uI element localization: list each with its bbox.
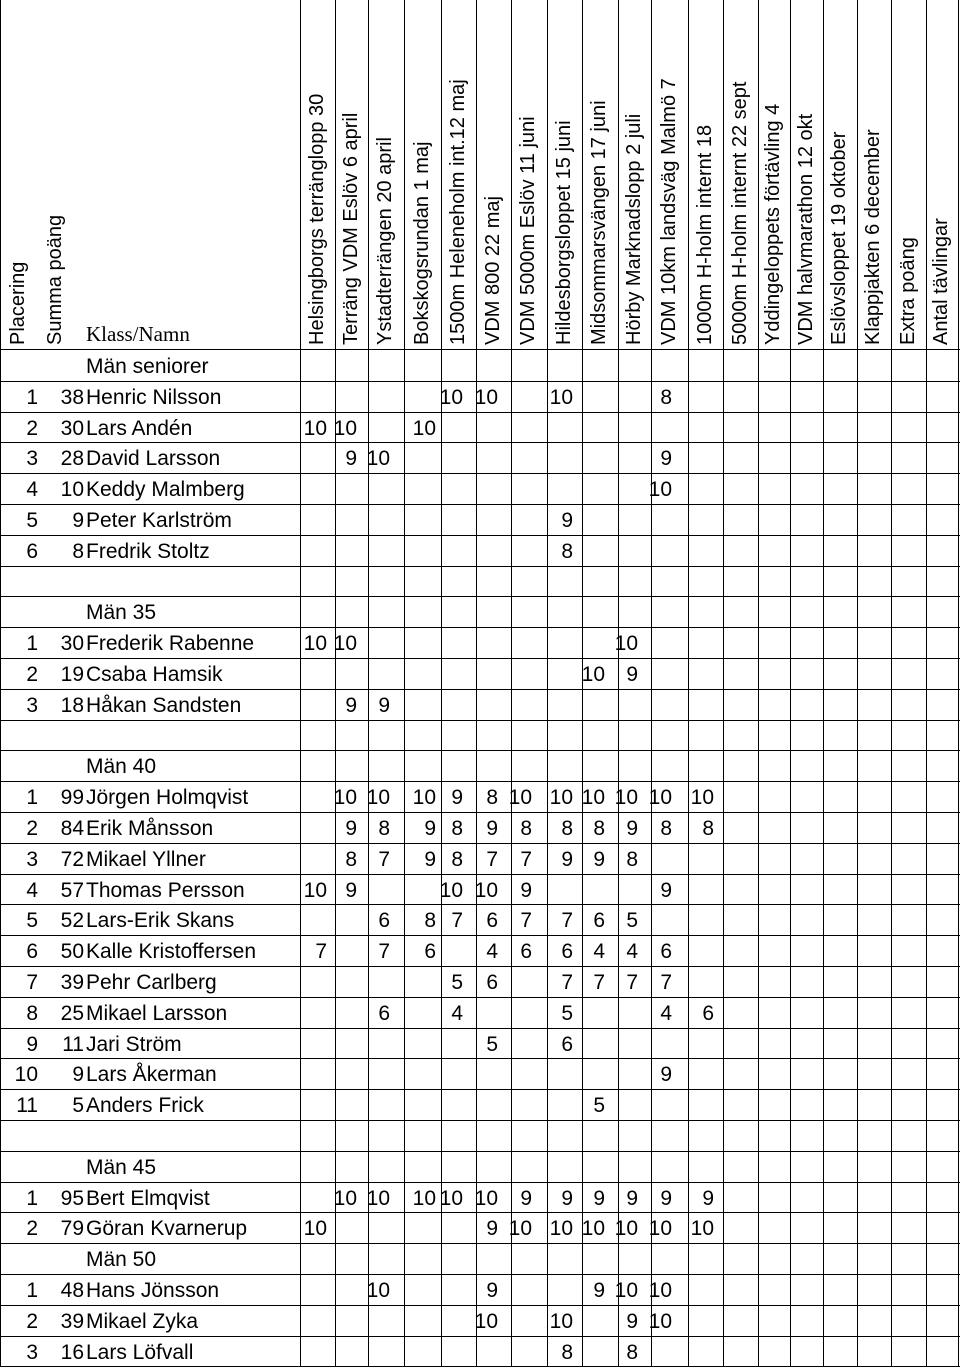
column-divider [926,0,927,1366]
score-cell: 9 [561,847,573,871]
column-divider [823,0,824,1366]
total-points: 9 [72,509,84,532]
row-divider [0,596,960,597]
athlete-name: Jörgen Holmqvist [86,786,249,810]
athlete-name: Keddy Malmberg [86,478,245,502]
header-competition: 1000m H-holm internt 18 [693,124,716,345]
score-cell: 8 [626,1340,638,1364]
score-cell: 9 [626,663,638,686]
score-cell: 6 [378,1001,390,1025]
placement: 2 [26,1309,38,1333]
column-divider [758,0,759,1366]
score-cell: 9 [660,1186,672,1210]
header-competition: VDM 800 22 maj [481,196,504,345]
column-divider [476,0,477,1366]
score-cell: 9 [593,847,605,871]
score-cell: 4 [593,940,605,964]
column-divider [547,0,548,1366]
column-divider [790,0,791,1366]
score-cell: 7 [520,909,532,933]
athlete-name: Peter Karlström [86,509,232,532]
header-placering: Placering [7,261,29,345]
row-divider [0,812,960,813]
score-cell: 8 [660,817,672,840]
score-cell: 9 [520,878,532,902]
placement: 1 [26,786,38,810]
score-cell: 10 [303,878,327,902]
header-competition: Hörby Marknadslopp 2 juli [622,113,645,345]
total-points: 5 [72,1094,84,1118]
score-cell: 10 [474,1186,498,1210]
placement: 3 [26,1340,38,1364]
total-points: 9 [72,1063,84,1087]
score-cell: 10 [412,1186,436,1210]
score-cell: 6 [486,971,498,994]
score-cell: 8 [626,847,638,871]
total-points: 18 [60,693,84,717]
row-divider [0,566,960,567]
total-points: 30 [60,416,84,440]
athlete-name: Fredrik Stoltz [86,539,210,563]
score-cell: 9 [345,817,357,840]
athlete-name: Erik Månsson [86,817,214,840]
score-cell: 9 [660,878,672,902]
header-competition: Antal tävlingar [930,218,952,345]
score-cell: 9 [345,878,357,902]
score-cell: 10 [333,632,357,656]
class-label: Män 50 [86,1248,157,1272]
row-divider [0,504,960,505]
athlete-name: Lars Åkerman [86,1063,217,1087]
score-cell: 10 [366,1186,390,1210]
total-points: 39 [60,1309,84,1333]
class-label: Män 40 [86,755,157,779]
score-cell: 9 [345,693,357,717]
row-divider [0,750,960,751]
header-competition: Hildesborgsloppet 15 juni [552,120,575,345]
score-cell: 10 [549,786,573,810]
placement: 9 [26,1032,38,1056]
column-divider [891,0,892,1366]
header-summa: Summa poäng [44,214,66,345]
score-cell: 10 [648,1279,672,1302]
athlete-name: Bert Elmqvist [86,1186,210,1210]
score-cell: 10 [412,786,436,810]
score-cell: 4 [451,1001,463,1025]
score-cell: 5 [486,1032,498,1056]
score-cell: 9 [593,1186,605,1210]
score-cell: 8 [702,817,714,840]
placement: 6 [26,940,38,964]
header-competition: Helsingborgs terränglopp 30 [305,93,328,345]
row-divider [0,1336,960,1337]
header-competition: Yddingeloppets förtävling 4 [762,103,784,345]
total-points: 39 [60,971,84,994]
score-cell: 9 [451,786,463,810]
score-cell: 5 [593,1094,605,1118]
score-cell: 9 [345,447,357,471]
row-divider [0,442,960,443]
score-cell: 7 [378,847,390,871]
placement: 4 [26,878,38,902]
score-cell: 10 [474,385,498,409]
score-cell: 6 [378,909,390,933]
athlete-name: Mikael Yllner [86,847,206,871]
score-cell: 10 [333,1186,357,1210]
header-competition: Eslövsloppet 19 oktober [828,131,850,345]
total-points: 11 [62,1032,84,1056]
athlete-name: Hans Jönsson [86,1279,220,1302]
total-points: 8 [72,539,84,563]
score-cell: 8 [451,847,463,871]
column-divider [958,0,959,1366]
score-cell: 9 [520,1186,532,1210]
athlete-name: Csaba Hamsik [86,663,223,686]
row-divider [0,966,960,967]
score-cell: 9 [424,817,436,840]
score-cell: 8 [561,1340,573,1364]
score-cell: 4 [486,940,498,964]
score-cell: 10 [581,1217,605,1241]
score-cell: 10 [366,1279,390,1302]
placement: 1 [26,1186,38,1210]
score-cell: 9 [424,847,436,871]
score-cell: 7 [315,940,327,964]
placement: 6 [26,539,38,563]
column-divider [441,0,442,1366]
column-divider [511,0,512,1366]
header-competition: VDM halvmarathon 12 okt [794,113,817,345]
class-label: Män 35 [86,601,157,625]
score-cell: 10 [648,478,672,502]
placement: 11 [16,1094,38,1118]
score-cell: 9 [486,1217,498,1241]
header-competition: 5000m H-holm internt 22 sept [728,81,751,345]
score-cell: 10 [333,786,357,810]
score-cell: 10 [474,878,498,902]
column-divider [300,0,301,1366]
score-cell: 10 [614,632,638,656]
row-divider [0,412,960,413]
score-cell: 7 [593,971,605,994]
placement: 2 [26,1217,38,1241]
placement: 5 [26,909,38,933]
row-divider [0,1274,960,1275]
score-cell: 8 [561,817,573,840]
athlete-name: Lars Andén [86,416,193,440]
score-cell: 7 [451,909,463,933]
score-cell: 10 [508,786,532,810]
athlete-name: Anders Frick [86,1094,204,1118]
score-cell: 7 [561,909,573,933]
score-cell: 8 [486,786,498,810]
athlete-name: Jari Ström [86,1032,182,1056]
score-cell: 5 [561,1001,573,1025]
score-cell: 8 [424,909,436,933]
score-cell: 8 [378,817,390,840]
score-cell: 9 [660,1063,672,1087]
row-divider [0,1089,960,1090]
athlete-name: Lars-Erik Skans [86,909,235,933]
score-cell: 4 [626,940,638,964]
total-points: 28 [60,447,84,471]
score-cell: 9 [593,1279,605,1302]
score-cell: 10 [439,1186,463,1210]
placement: 8 [26,1001,38,1025]
score-cell: 9 [626,1186,638,1210]
row-divider [0,904,960,905]
total-points: 30 [60,632,84,656]
score-cell: 10 [366,447,390,471]
total-points: 25 [60,1001,84,1025]
header-competition: VDM 5000m Eslöv 11 juni [517,116,539,345]
score-cell: 9 [561,1186,573,1210]
total-points: 10 [60,478,84,502]
total-points: 50 [60,940,84,964]
row-divider [0,874,960,875]
row-divider [0,689,960,690]
score-cell: 6 [561,1032,573,1056]
score-cell: 9 [378,693,390,717]
score-cell: 6 [520,940,532,964]
column-divider [688,0,689,1366]
total-points: 57 [60,878,84,902]
score-cell: 8 [520,817,532,840]
column-divider [651,0,652,1366]
score-cell: 5 [451,971,463,994]
score-cell: 6 [702,1001,714,1025]
score-cell: 7 [626,971,638,994]
column-divider [404,0,405,1366]
row-divider [0,720,960,721]
row-divider [0,535,960,536]
header-competition: Terräng VDM Eslöv 6 april [339,112,362,345]
placement: 2 [26,416,38,440]
header-competition: 1500m Heleneholm int.12 maj [446,79,469,345]
score-cell: 10 [690,786,714,810]
score-cell: 6 [424,940,436,964]
athlete-name: Kalle Kristoffersen [86,940,257,964]
score-cell: 8 [660,385,672,409]
placement: 1 [26,1279,38,1302]
score-cell: 10 [648,1309,672,1333]
score-cell: 9 [486,1279,498,1302]
score-cell: 9 [626,817,638,840]
row-divider [0,1366,960,1367]
score-cell: 8 [593,817,605,840]
score-cell: 4 [660,1001,672,1025]
header-competition: Klappjakten 6 december [862,129,884,345]
header-competition: Midsommarsvängen 17 juni [588,100,610,345]
score-cell: 10 [549,1309,573,1333]
score-cell: 9 [561,509,573,532]
score-cell: 7 [520,847,532,871]
header-competition: Extra poäng [896,237,919,345]
athlete-name: Göran Kvarnerup [86,1217,248,1241]
score-cell: 9 [702,1186,714,1210]
score-cell: 10 [508,1217,532,1241]
column-divider [368,0,369,1366]
row-divider [0,935,960,936]
score-cell: 5 [626,909,638,933]
total-points: 79 [60,1217,84,1241]
placement: 5 [26,509,38,532]
row-divider [0,381,960,382]
score-cell: 10 [581,786,605,810]
athlete-name: Håkan Sandsten [86,693,242,717]
header-competition: VDM 10km landsväg Malmö 7 [657,78,680,345]
score-cell: 10 [474,1309,498,1333]
class-label: Män seniorer [86,355,209,378]
row-divider [0,1182,960,1183]
score-cell: 9 [486,817,498,840]
athlete-name: David Larsson [86,447,221,471]
header-divider [0,349,960,350]
row-divider [0,1243,960,1244]
column-divider [335,0,336,1366]
total-points: 99 [60,786,84,810]
athlete-name: Mikael Larsson [86,1001,228,1025]
placement: 10 [14,1063,38,1087]
athlete-name: Thomas Persson [86,878,245,902]
header-competition: Bokskogsrundan 1 maj [410,141,433,345]
score-cell: 9 [626,1309,638,1333]
score-cell: 10 [412,416,436,440]
score-cell: 10 [366,786,390,810]
total-points: 72 [60,847,84,871]
row-divider [0,1028,960,1029]
row-divider [0,473,960,474]
total-points: 52 [60,909,84,933]
row-divider [0,1212,960,1213]
score-cell: 7 [486,847,498,871]
score-cell: 10 [439,385,463,409]
total-points: 19 [60,663,84,686]
score-cell: 6 [660,940,672,964]
column-divider [723,0,724,1366]
score-cell: 10 [549,1217,573,1241]
athlete-name: Lars Löfvall [86,1340,194,1364]
row-divider [0,1058,960,1059]
athlete-name: Mikael Zyka [86,1309,199,1333]
athlete-name: Henric Nilsson [86,385,222,409]
score-cell: 10 [303,632,327,656]
row-divider [0,627,960,628]
row-divider [0,781,960,782]
score-cell: 10 [648,1217,672,1241]
total-points: 48 [60,1279,84,1302]
athlete-name: Frederik Rabenne [86,632,255,656]
row-divider [0,997,960,998]
score-cell: 10 [614,1279,638,1302]
athlete-name: Pehr Carlberg [86,971,217,994]
score-cell: 10 [614,786,638,810]
score-cell: 10 [690,1217,714,1241]
row-divider [0,1305,960,1306]
score-cell: 10 [648,786,672,810]
header-competition: Ystadterrängen 20 april [374,137,396,345]
score-cell: 10 [439,878,463,902]
class-label: Män 45 [86,1155,157,1179]
column-divider [857,0,858,1366]
score-cell: 8 [561,539,573,563]
score-cell: 8 [345,847,357,871]
score-cell: 10 [614,1217,638,1241]
score-cell: 7 [378,940,390,964]
row-divider [0,658,960,659]
placement: 1 [26,632,38,656]
placement: 3 [26,693,38,717]
placement: 2 [26,663,38,686]
score-cell: 9 [660,447,672,471]
placement: 3 [26,447,38,471]
row-divider [0,1151,960,1152]
score-cell: 10 [549,385,573,409]
row-divider [0,1120,960,1121]
total-points: 16 [60,1340,84,1364]
placement: 3 [26,847,38,871]
score-cell: 6 [561,940,573,964]
row-divider [0,843,960,844]
total-points: 84 [60,817,84,840]
placement: 2 [26,817,38,840]
total-points: 95 [60,1186,84,1210]
score-cell: 10 [333,416,357,440]
placement: 7 [26,971,38,994]
score-cell: 8 [451,817,463,840]
header-klass-namn: Klass/Namn [86,322,190,346]
score-cell: 10 [303,416,327,440]
placement: 4 [26,478,38,502]
score-cell: 7 [660,971,672,994]
score-cell: 10 [303,1217,327,1241]
score-cell: 6 [593,909,605,933]
total-points: 38 [60,385,84,409]
score-cell: 6 [486,909,498,933]
placement: 1 [26,385,38,409]
score-cell: 7 [561,971,573,994]
score-cell: 10 [581,663,605,686]
